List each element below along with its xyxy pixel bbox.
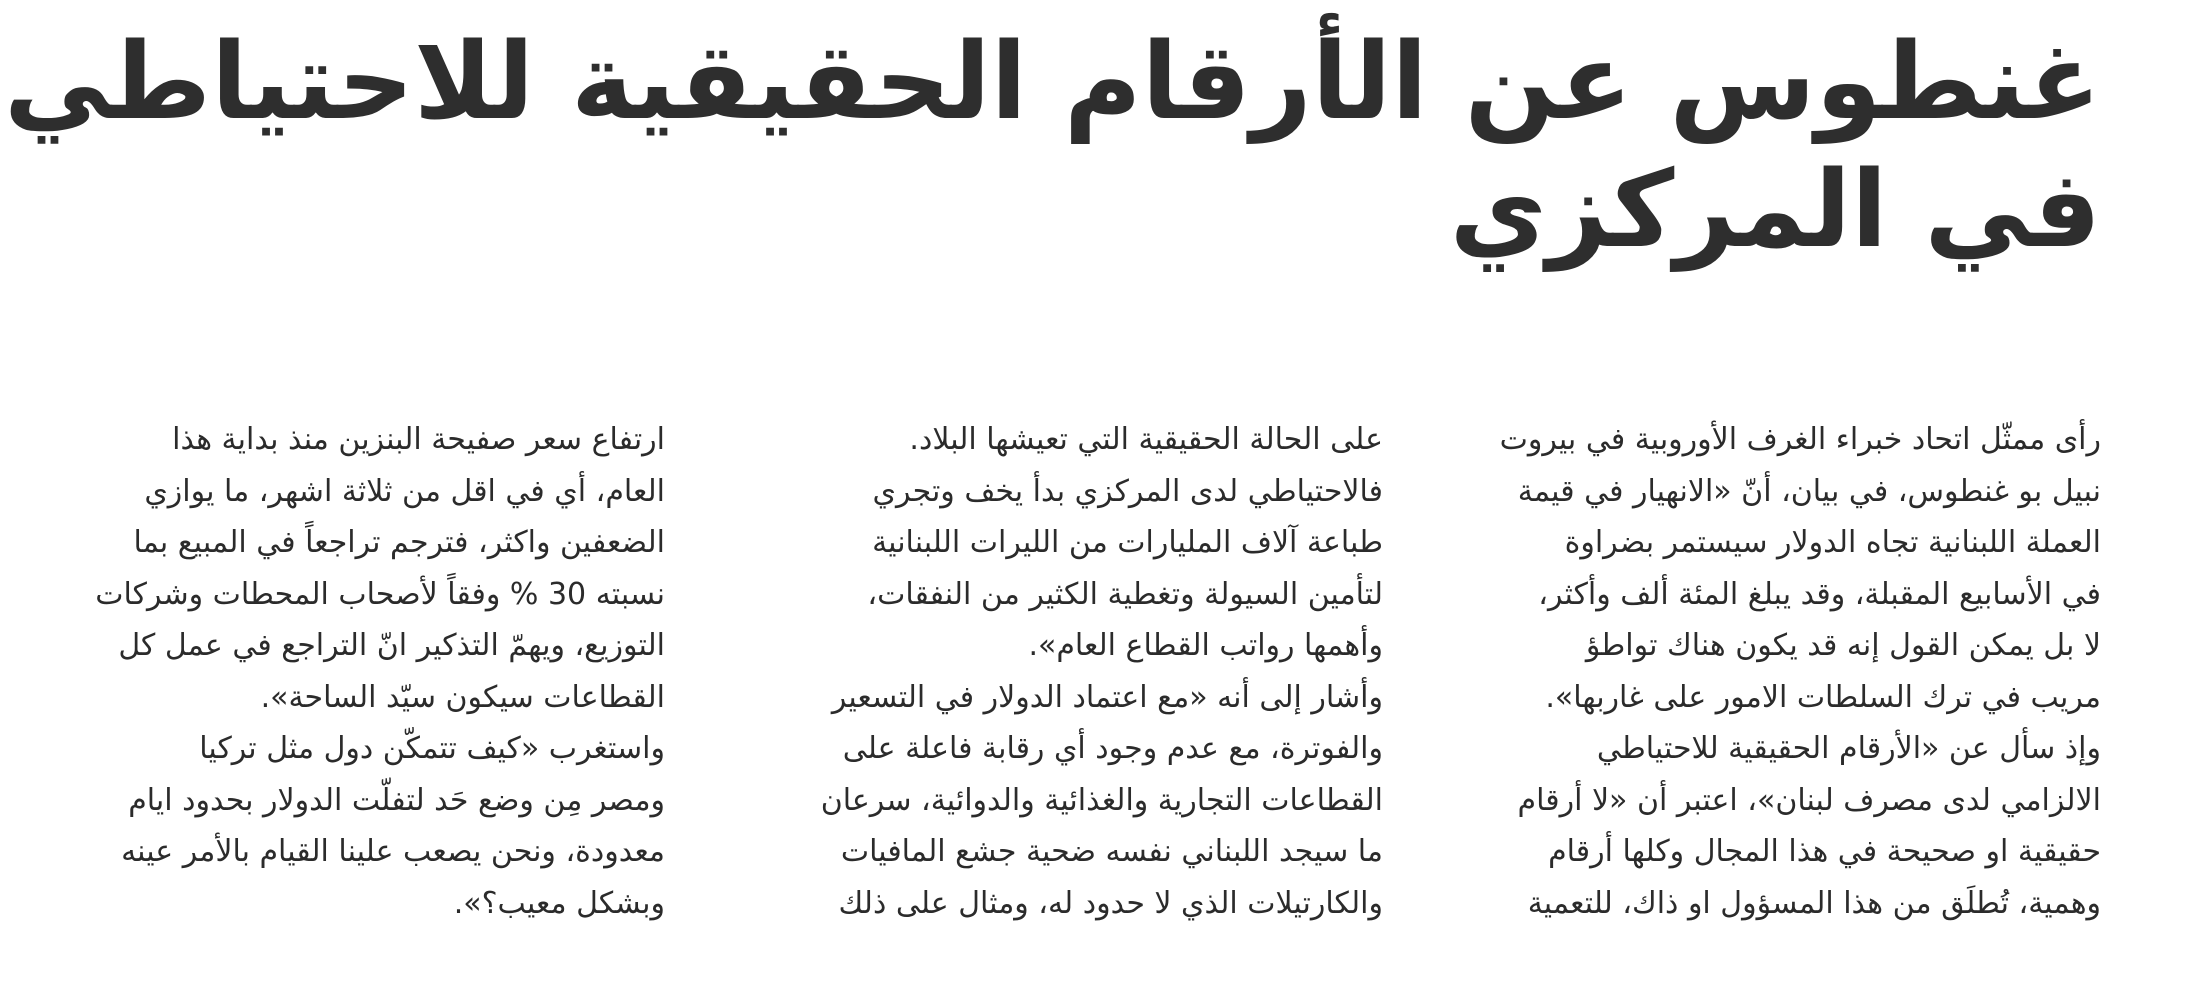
text-line: في الأسابيع المقبلة، وقد يبلغ المئة ألف وأكثر، <box>1538 576 2101 612</box>
text-line: وإذ سأل عن «الأرقام الحقيقية للاحتياطي <box>1596 731 2101 766</box>
text-line: العام، أي في اقل من ثلاثة اشهر، ما يوازي <box>144 473 665 509</box>
text-line: نسبته 30 % وفقاً لأصحاب المحطات وشركات <box>95 576 665 612</box>
text-line: على الحالة الحقيقية التي تعيشها البلاد. <box>909 422 1383 457</box>
text-line: والكارتيلات الذي لا حدود له، ومثال على ذلك <box>838 885 1383 921</box>
article-column-1 <box>1421 414 2101 929</box>
text-line: وأشار إلى أنه «مع اعتماد الدولار في التسعير <box>831 679 1383 715</box>
article-column-3 <box>0 414 665 929</box>
text-line: واستغرب «كيف تتمكّن دول مثل تركيا <box>199 731 665 766</box>
text-line: وهمية، تُطلَق من هذا المسؤول او ذاك، للتعمية <box>1527 885 2101 921</box>
text-line: طباعة آلاف المليارات من الليرات اللبنانية <box>872 525 1383 560</box>
text-line: الالزامي لدى مصرف لبنان»، اعتبر أن «لا أرقام <box>1517 782 2101 818</box>
text-line: القطاعات سيكون سيّد الساحة». <box>260 679 665 715</box>
text-line: والفوترة، مع عدم وجود أي رقابة فاعلة على <box>842 731 1383 766</box>
text-line: مريب في ترك السلطات الامور على غاربها». <box>1545 679 2101 715</box>
text-line: فالاحتياطي لدى المركزي بدأ يخف وتجري <box>872 473 1383 509</box>
text-line: ما سيجد اللبناني نفسه ضحية جشع المافيات <box>840 834 1383 869</box>
text-line: وأهمها رواتب القطاع العام». <box>1028 628 1383 663</box>
text-line: ارتفاع سعر صفيحة البنزين منذ بداية هذا <box>172 422 665 457</box>
text-line: التوزيع، ويهمّ التذكير انّ التراجع في عمل كل <box>118 628 665 663</box>
text-line: لا بل يمكن القول إنه قد يكون هناك تواطؤ <box>1585 628 2101 663</box>
article-headline <box>4 18 2101 274</box>
text-line: معدودة، ونحن يصعب علينا القيام بالأمر عينه <box>121 834 665 869</box>
article-column-2 <box>703 414 1383 929</box>
headline-line-1: غنطوس عن الأرقام الحقيقية للاحتياطي <box>4 20 2101 143</box>
headline-line-2: في المركزي <box>1449 148 2101 271</box>
text-line: القطاعات التجارية والغذائية والدوائية، سرعان <box>820 782 1383 818</box>
text-line: نبيل بو غنطوس، في بيان، أنّ «الانهيار في قيمة <box>1517 473 2101 509</box>
text-line: الضعفين واكثر، فترجم تراجعاً في المبيع بما <box>133 525 665 560</box>
text-line: وبشكل معيب؟». <box>453 885 665 921</box>
text-line: رأى ممثّل اتحاد خبراء الغرف الأوروبية في بيروت <box>1499 422 2101 457</box>
text-line: العملة اللبنانية تجاه الدولار سيستمر بضراوة <box>1564 525 2101 560</box>
text-line: حقيقية او صحيحة في هذا المجال وكلها أرقام <box>1548 834 2101 869</box>
text-line: لتأمين السيولة وتغطية الكثير من النفقات، <box>867 576 1383 612</box>
text-line: ومصر مِن وضع حَد لتفلّت الدولار بحدود ايام <box>128 782 665 818</box>
